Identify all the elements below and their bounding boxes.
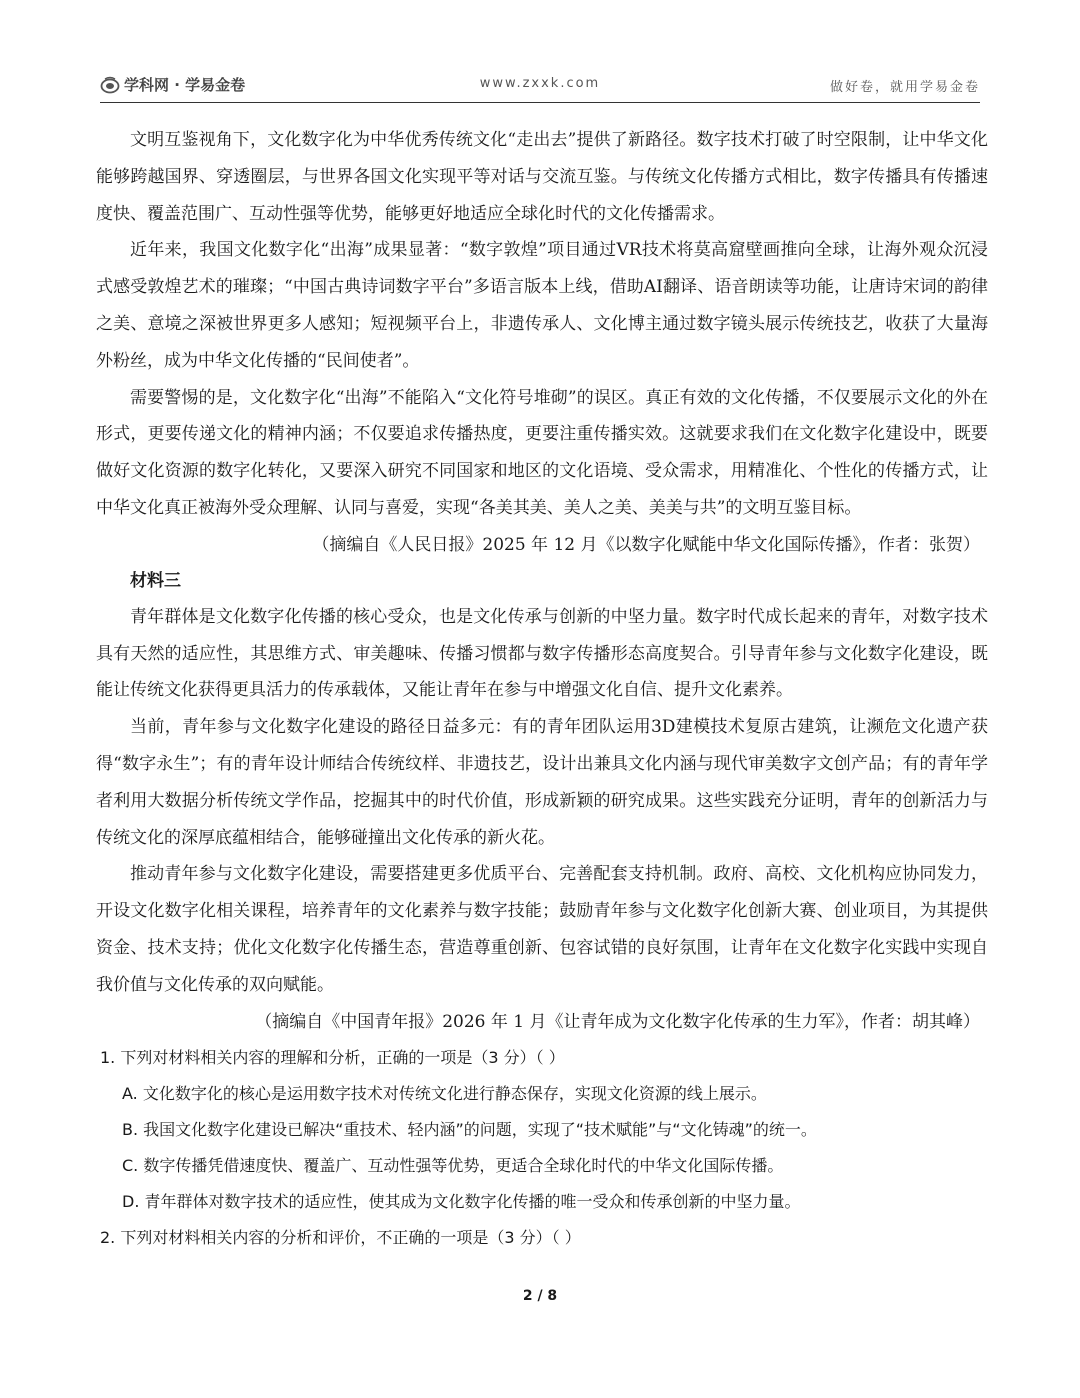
question-1-option-d: D. 青年群体对数字技术的适应性，使其成为文化数字化传播的唯一受众和传承创新的中坚力量。: [122, 1191, 801, 1211]
material2-paragraph-1: 文明互鉴视角下，文化数字化为中华优秀传统文化“走出去”提供了新路径。数字技术打破了时空限制，让中华文化能够跨越国界、穿透圈层，与世界各国文化实现平等对话与交流互鉴。与传统文化传播方式相比，数字传播具有传播速度快、覆盖范围广、互动性强等优势，能够更好地适应全球化时代的文化传播需求。: [96, 130, 988, 224]
page-number: 2 / 8: [522, 1288, 558, 1304]
header-slogan: 做好卷，就用学易金卷: [829, 80, 980, 95]
material2-paragraph-3: 需要警惕的是，文化数字化“出海”不能陷入“文化符号堆砌”的误区。真正有效的文化传播，不仅要展示文化的外在形式，更要传递文化的精神内涵；不仅要追求传播热度，更要注重传播实效。这就要求我们在文化数字化建设中，既要做好文化资源的数字化转化，又要深入研究不同国家和地区的文化语境、受众需求，用精准化、个性化的传播方式，让中华文化真正被海外受众理解、认同与喜爱，实现“各美其美、美人之美、美美与共”的文明互鉴目标。: [96, 387, 988, 518]
question-2-stem: 2. 下列对材料相关内容的分析和评价，不正确的一项是（3 分）（ ）: [100, 1227, 581, 1247]
material3-heading: 材料三: [130, 570, 181, 591]
material2-paragraph-2: 近年来，我国文化数字化“出海”成果显著：“数字敦煌”项目通过VR技术将莫高窟壁画推向全球，让海外观众沉浸式感受敦煌艺术的璀璨；“中国古典诗词数字平台”多语言版本上线，借助AI翻译、语音朗读等功能，让唐诗宋词的韵律之美、意境之深被世界更多人感知；短视频平台上，非遗传承人、文化博主通过数字镜头展示传统技艺，收获了大量海外粉丝，成为中华文化传播的“民间使者”。: [96, 240, 988, 371]
question-1-stem: 1. 下列对材料相关内容的理解和分析，正确的一项是（3 分）（ ）: [100, 1047, 565, 1067]
material3-paragraph-1: 青年群体是文化数字化传播的核心受众，也是文化传承与创新的中坚力量。数字时代成长起来的青年，对数字技术具有天然的适应性，其思维方式、审美趣味、传播习惯都与数字传播形态高度契合。引导青年参与文化数字化建设，既能让传统文化获得更具活力的传承载体，又能让青年在参与中增强文化自信、提升文化素养。: [96, 606, 988, 701]
material2-source: （摘编自《人民日报》2025 年 12 月《以数字化赋能中华文化国际传播》，作者：张贺）: [312, 534, 980, 555]
material3-paragraph-3: 推动青年参与文化数字化建设，需要搭建更多优质平台、完善配套支持机制。政府、高校、文化机构应协同发力，开设文化数字化相关课程，培养青年的文化素养与数字技能；鼓励青年参与文化数字化创新大赛、创业项目，为其提供资金、技术支持；优化文化数字化传播生态，营造尊重创新、包容试错的良好氛围，让青年在文化数字化实践中实现自我价值与文化传承的双向赋能。: [96, 864, 988, 995]
question-1-option-a: A. 文化数字化的核心是运用数字技术对传统文化进行静态保存，实现文化资源的线上展示。: [122, 1083, 767, 1103]
question-1-option-c: C. 数字传播凭借速度快、覆盖广、互动性强等优势，更适合全球化时代的中华文化国际传播。: [122, 1155, 784, 1175]
question-1-option-b: B. 我国文化数字化建设已解决“重技术、轻内涵”的问题，实现了“技术赋能”与“文化铸魂”的统一。: [122, 1119, 817, 1139]
material3-paragraph-2: 当前，青年参与文化数字化建设的路径日益多元：有的青年团队运用3D建模技术复原古建筑，让濒危文化遗产获得“数字永生”；有的青年设计师结合传统纹样、非遗技艺，设计出兼具文化内涵与现代审美数字文创产品；有的青年学者利用大数据分析传统文学作品，挖掘其中的时代价值，形成新颖的研究成果。这些实践充分证明，青年的创新活力与传统文化的深厚底蕴相结合，能够碰撞出文化传承的新火花。: [96, 717, 988, 848]
page-header: [100, 74, 980, 103]
site-url: www.zxxk.com: [479, 76, 601, 91]
logo-text: 学科网 · 学易金卷: [124, 76, 246, 94]
material3-source: （摘编自《中国青年报》2026 年 1 月《让青年成为文化数字化传承的生力军》，作者：胡其峰）: [255, 1011, 980, 1032]
page-content: [96, 122, 988, 1256]
